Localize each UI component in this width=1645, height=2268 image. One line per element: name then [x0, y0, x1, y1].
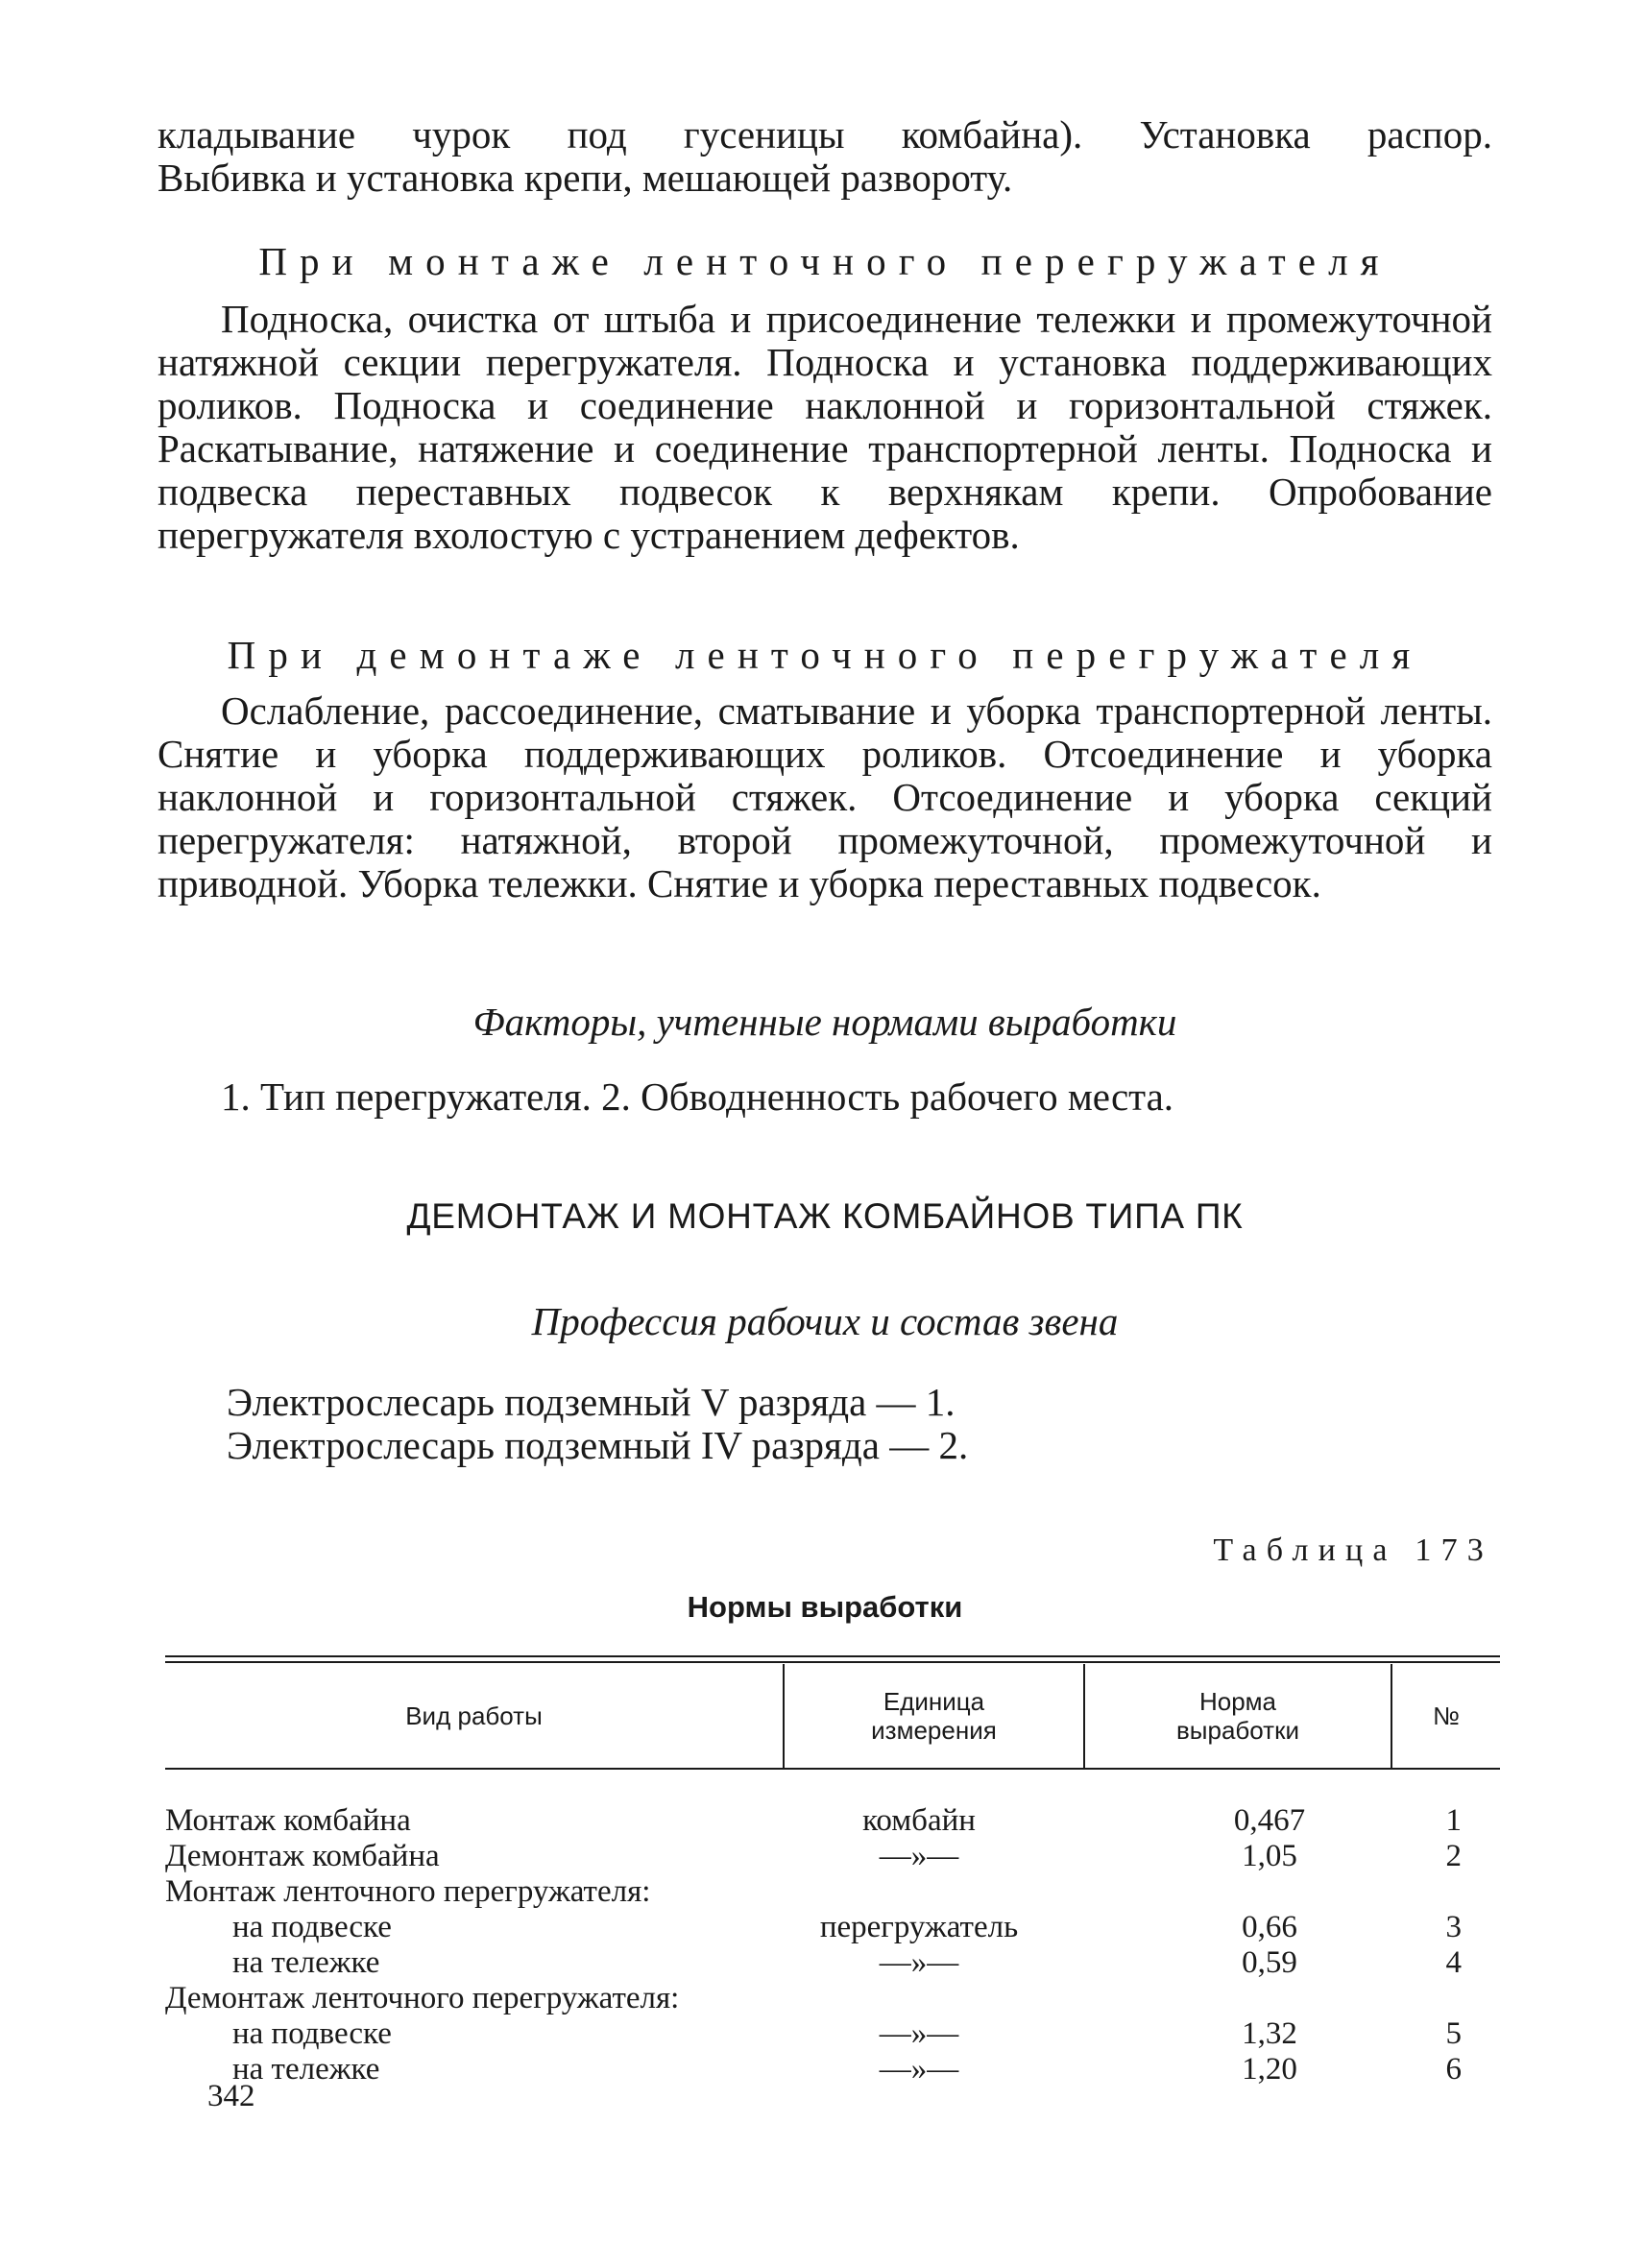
table-cell-num: 5	[1445, 2016, 1462, 2051]
table-header-work: Вид работы	[405, 1701, 543, 1730]
table-row	[165, 2016, 1500, 2052]
table-title: Нормы выработки	[687, 1590, 963, 1624]
table-cell-unit: комбайн	[862, 1803, 976, 1838]
table-top-rule	[165, 1655, 1500, 1657]
table-header-num: №	[1433, 1701, 1460, 1730]
table-cell-num: 3	[1445, 1910, 1462, 1944]
section-body-dismount: Ослабление, рассоединение, сматывание и уборка транспортерной ленты. Снятие и уборка поддерживающих роликов. Отсоединение и уборка наклонной и горизонтальной стяжек. Отсоединение и уборка секций перегружателя: натяжной, второй промежуточной, промежуточной и приводной. Уборка тележки. Снятие и уборка переставных подвесок.	[157, 688, 1492, 905]
section-heading-mount: При монтаже ленточного перегружателя	[258, 239, 1391, 283]
table-header-unit	[785, 1664, 1083, 1768]
main-title: ДЕМОНТАЖ И МОНТАЖ КОМБАЙНОВ ТИПА ПК	[406, 1196, 1244, 1236]
table-header-norm-line: Норма	[1198, 1687, 1276, 1716]
table-cell-work: Монтаж ленточного перегружателя:	[165, 1874, 651, 1909]
table-cell-norm: 0,66	[1242, 1910, 1297, 1944]
table-header-bottom-rule	[165, 1768, 1500, 1770]
table-header-unit-line: Единица	[883, 1687, 985, 1716]
table-cell-work: Монтаж комбайна	[165, 1803, 411, 1838]
table-cell-work: на тележке	[232, 1945, 380, 1980]
intro-paragraph	[157, 113, 1492, 200]
page-number: 342	[207, 2079, 255, 2113]
crew-list	[227, 1381, 968, 1467]
table-cell-norm: 1,05	[1242, 1839, 1297, 1873]
table-cell-unit: —»—	[879, 1945, 959, 1980]
table-row	[165, 1839, 1500, 1874]
crew-line: Электрослесарь подземный IV разряда — 2.	[227, 1423, 969, 1467]
table-cell-num: 4	[1445, 1945, 1462, 1980]
table-cell-work: на тележке	[232, 2052, 380, 2087]
table-cell-num: 6	[1445, 2052, 1462, 2087]
table-row	[165, 1945, 1500, 1981]
table-row	[165, 2052, 1500, 2087]
table-cell-num: 1	[1445, 1803, 1462, 1838]
table-cell-norm: 1,20	[1242, 2052, 1297, 2087]
intro-line: Выбивка и установка крепи, мешающей развороту.	[157, 156, 1013, 200]
table-header-norm-line: выработки	[1175, 1716, 1299, 1745]
table-cell-work: Демонтаж ленточного перегружателя:	[165, 1981, 680, 2015]
table-cell-norm: 0,467	[1233, 1803, 1306, 1838]
table-cell-num: 2	[1445, 1839, 1462, 1873]
profession-heading: Профессия рабочих и состав звена	[531, 1299, 1119, 1343]
table-cell-unit: —»—	[879, 1839, 959, 1873]
table-cell-work: на подвеске	[232, 2016, 392, 2051]
table-cell-unit: перегружатель	[819, 1910, 1019, 1944]
table-cell-norm: 0,59	[1242, 1945, 1297, 1980]
crew-line: Электрослесарь подземный V разряда — 1.	[227, 1380, 956, 1424]
intro-line: кладывание чурок под гусеницы комбайна). Установка распор.	[157, 112, 1492, 157]
table-row	[165, 1803, 1500, 1839]
table-label: Таблица 173	[1213, 1532, 1493, 1568]
table-cell-unit: —»—	[879, 2052, 959, 2087]
table-cell-work: Демонтаж комбайна	[165, 1839, 440, 1873]
table-row	[165, 1874, 1500, 1910]
table-top-rule-double	[165, 1661, 1500, 1663]
section-heading-dismount: При демонтаже ленточного перегружателя	[227, 633, 1423, 677]
table-cell-unit: —»—	[879, 2016, 959, 2051]
factors-text: 1. Тип перегружателя. 2. Обводненность рабочего места.	[221, 1074, 1174, 1119]
table-header-unit-line: измерения	[871, 1716, 997, 1745]
section-body-mount: Подноска, очистка от штыба и присоединение тележки и промежуточной натяжной секции перегружателя. Подноска и установка поддерживающих роликов. Подноска и соединение наклонной и горизонтальной стяжек. Раскатывание, натяжение и соединение транспортерной ленты. Подноска и подвеска переставных подвесок к верхнякам крепи. Опробование перегружателя вхолостую с устранением дефектов.	[157, 297, 1492, 557]
table-header-norm	[1085, 1664, 1391, 1768]
table-body	[165, 1803, 1500, 2087]
table-cell-work: на подвеске	[232, 1910, 392, 1944]
table-cell-norm: 1,32	[1242, 2016, 1297, 2051]
table-row	[165, 1910, 1500, 1945]
factors-heading: Факторы, учтенные нормами выработки	[472, 1000, 1177, 1044]
table-row	[165, 1981, 1500, 2016]
